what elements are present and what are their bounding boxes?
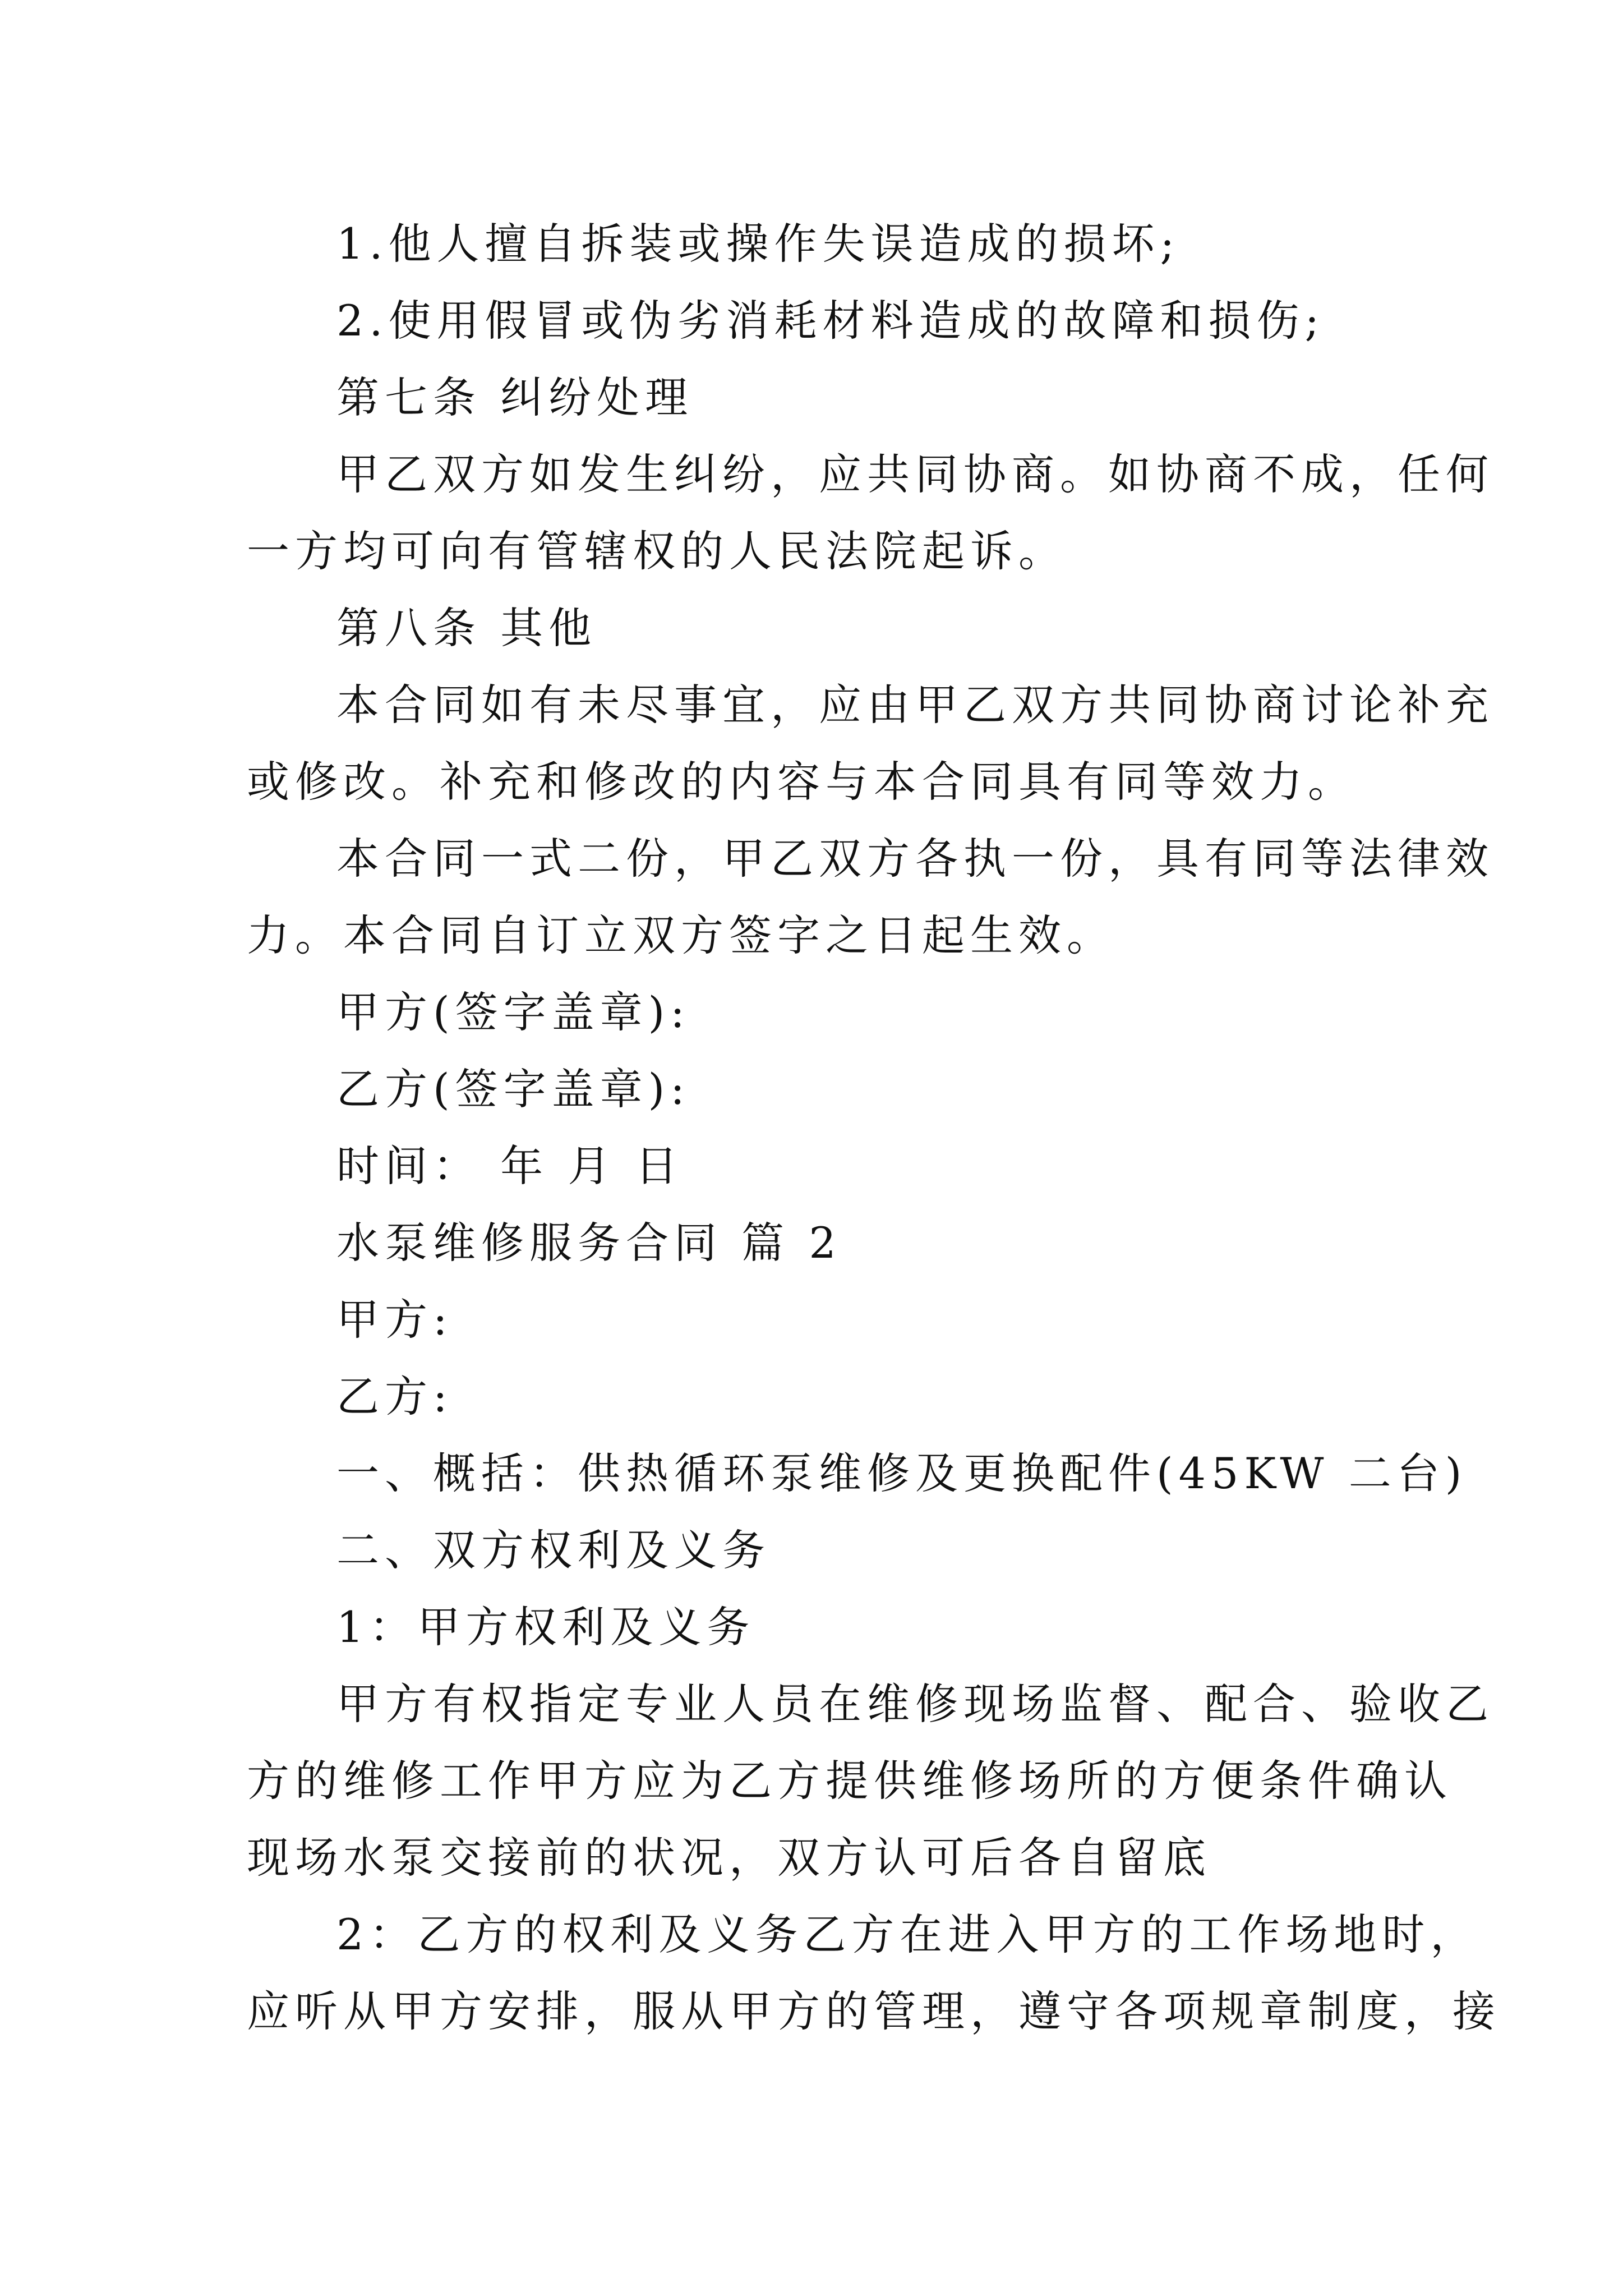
text-line: 1.他人擅自拆装或操作失误造成的损坏; (336, 219, 1181, 269)
text-line: 甲方有权指定专业人员在维修现场监督、配合、验收乙 (336, 1679, 1494, 1729)
contract-title: 水泵维修服务合同 篇 2 (336, 1218, 842, 1268)
section-heading: 第七条 纠纷处理 (336, 372, 694, 422)
subsection-heading: 1：甲方权利及义务 (336, 1602, 755, 1652)
party-a-line: 甲方: (336, 1295, 453, 1345)
text-line: 力。本合同自订立双方签字之日起生效。 (247, 910, 1115, 960)
text-line: 2：乙方的权利及义务乙方在进入甲方的工作场地时， (336, 1910, 1479, 1959)
text-line: 应听从甲方安排，服从甲方的管理，遵守各项规章制度，接 (247, 1986, 1501, 2036)
signature-line-party-a: 甲方(签字盖章): (336, 987, 690, 1037)
signature-line-party-b: 乙方(签字盖章): (336, 1064, 690, 1114)
section-heading: 一、概括：供热循环泵维修及更换配件(45KW 二台) (336, 1448, 1468, 1498)
party-b-line: 乙方: (336, 1372, 453, 1421)
section-heading: 二、双方权利及义务 (336, 1525, 771, 1575)
date-line: 时间： 年 月 日 (336, 1141, 684, 1191)
text-line: 2.使用假冒或伪劣消耗材料造成的故障和损伤; (336, 296, 1325, 346)
text-line: 本合同如有未尽事宜，应由甲乙双方共同协商讨论补充 (336, 680, 1494, 730)
text-line: 本合同一式二份，甲乙双方各执一份，具有同等法律效 (336, 834, 1494, 884)
text-line: 或修改。补充和修改的内容与本合同具有同等效力。 (247, 757, 1356, 807)
text-line: 一方均可向有管辖权的人民法院起诉。 (247, 526, 1067, 576)
section-heading: 第八条 其他 (336, 603, 597, 653)
text-line: 甲乙双方如发生纠纷，应共同协商。如协商不成，任何 (336, 449, 1494, 499)
text-line: 方的维修工作甲方应为乙方提供维修场所的方便条件确认 (247, 1756, 1453, 1806)
text-line: 现场水泵交接前的状况，双方认可后各自留底 (247, 1833, 1211, 1883)
